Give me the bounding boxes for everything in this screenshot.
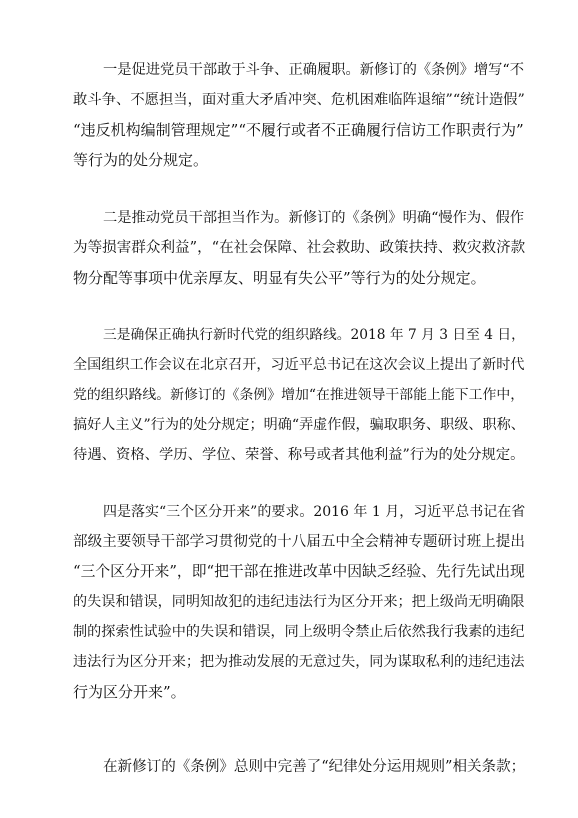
paragraph-1 [73,55,525,175]
paragraph-line: 二是推动党员干部担当作为。新修订的《条例》明确“慢作为、假作 [103,210,524,226]
paragraph-line: 四是落实“三个区分开来”的要求。2016 年 1 月，习近平总书记在省 [103,504,526,520]
paragraph-line: “三个区分开来”，即“把干部在推进改革中因缺乏经验、先行先试出现 [73,563,525,580]
paragraph-line: 待遇、资格、学历、学位、荣誉、称号或者其他利益”行为的处分规定。 [73,447,525,463]
paragraph-line: 行为区分开来”。 [73,683,186,701]
paragraph-line: 在新修订的《条例》总则中完善了“纪律处分运用规则”相关条款； [103,758,526,775]
paragraph-line: “违反机构编制管理规定”“不履行或者不正确履行信访工作职责行为” [73,121,524,139]
paragraph-3 [73,320,525,470]
paragraph-line: 为等损害群众利益”，“在社会保障、社会救助、政策扶持、救灾救济款 [73,239,526,256]
paragraph-line: 全国组织工作会议在北京召开，习近平总书记在这次会议上提出了新时代 [73,357,525,373]
paragraph-line: 等行为的处分规定。 [73,151,209,169]
paragraph-line: 一是促进党员干部敢于斗争、正确履职。新修订的《条例》增写“不 [103,62,524,78]
paragraph-line: 部级主要领导干部学习贯彻党的十八届五中全会精神专题研讨班上提出 [73,533,525,550]
paragraph-line: 搞好人主义”行为的处分规定；明确“弄虚作假，骗取职务、职级、职称、 [73,417,525,433]
paragraph-2 [73,203,525,293]
paragraph-line: 三是确保正确执行新时代党的组织路线。2018 年 7 月 3 日至 4 日， [103,327,525,343]
paragraph-line: 物分配等事项中优亲厚友、明显有失公平”等行为的处分规定。 [73,269,486,287]
paragraph-5 [73,752,525,782]
paragraph-line: 违法行为区分开来；把为推动发展的无意过失，同为谋取私利的违纪违法 [73,654,525,670]
paragraph-line: 敢斗争、不愿担当，面对重大矛盾冲突、危机困难临阵退缩”“统计造假” [73,92,525,108]
paragraph-line: 制的探索性试验中的失误和错误，同上级明令禁止后依然我行我素的违纪 [73,624,525,640]
paragraph-line: 的失误和错误，同明知故犯的违纪违法行为区分开来；把上级尚无明确限 [73,594,525,610]
paragraph-line: 党的组织路线。新修订的《条例》增加“在推进领导干部能上能下工作中， [73,387,525,403]
paragraph-4 [73,497,525,707]
